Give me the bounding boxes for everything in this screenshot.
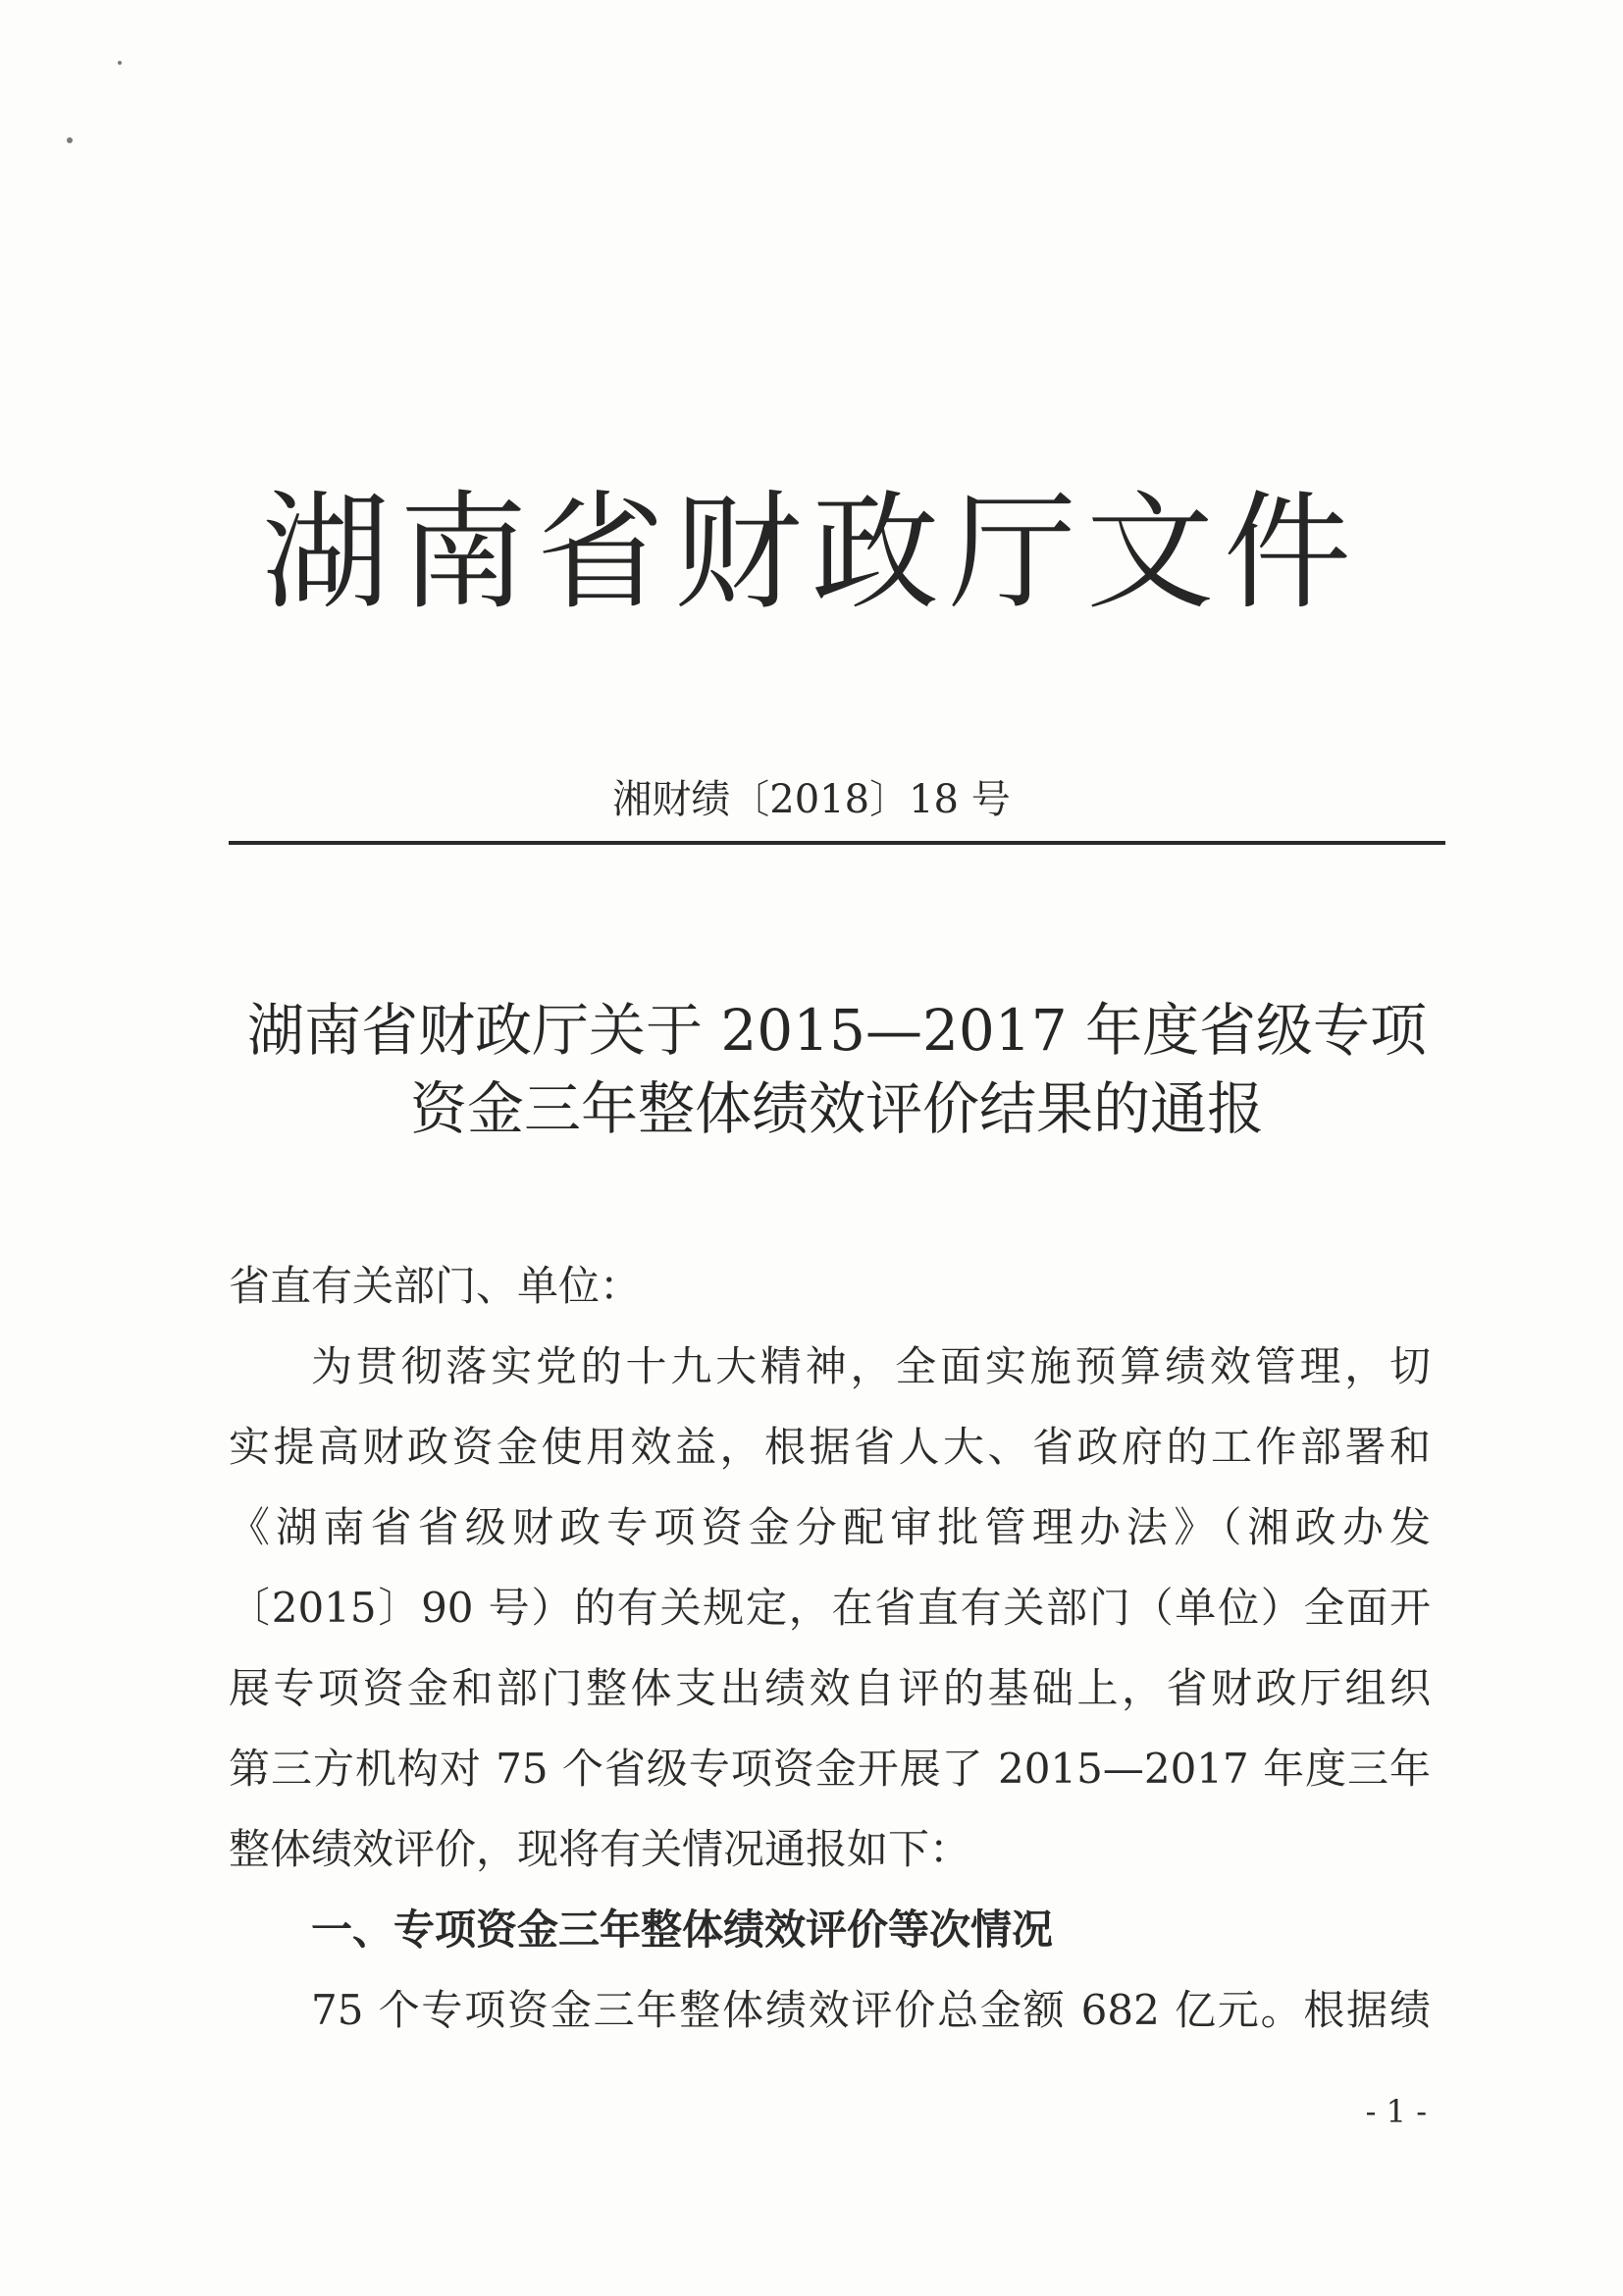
body-line: 〔2015〕90 号）的有关规定，在省直有关部门（单位）全面开 (229, 1584, 1431, 1632)
body-line: 《湖南省省级财政专项资金分配审批管理办法》（湘政办发 (229, 1503, 1431, 1551)
salutation: 省直有关部门、单位： (229, 1262, 642, 1310)
body-line: 为贯彻落实党的十九大精神，全面实施预算绩效管理，切 (311, 1342, 1431, 1390)
body-line: 75 个专项资金三年整体绩效评价总金额 682 亿元。根据绩 (311, 1986, 1431, 2034)
body-line: 实提高财政资金使用效益，根据省人大、省政府的工作部署和 (229, 1423, 1431, 1471)
document-number: 湘财绩〔2018〕18 号 (612, 777, 1011, 822)
body-line: 整体绩效评价，现将有关情况通报如下： (229, 1825, 971, 1873)
notice-title-line-2: 资金三年整体绩效评价结果的通报 (409, 1075, 1264, 1142)
page-number: - 1 - (1365, 2093, 1427, 2130)
body-line: 第三方机构对 75 个省级专项资金开展了 2015—2017 年度三年 (229, 1745, 1431, 1793)
header-divider (229, 841, 1445, 845)
document-header-title: 湖南省财政厅文件 (261, 478, 1361, 627)
scan-speck (67, 137, 73, 143)
section-heading: 一、专项资金三年整体绩效评价等次情况 (311, 1905, 1054, 1954)
notice-title (229, 991, 1445, 1148)
notice-body (229, 1246, 1431, 2051)
body-line: 展专项资金和部门整体支出绩效自评的基础上，省财政厅组织 (229, 1664, 1431, 1712)
scan-speck (118, 61, 122, 65)
notice-title-line-1: 湖南省财政厅关于 2015—2017 年度省级专项 (246, 997, 1428, 1064)
